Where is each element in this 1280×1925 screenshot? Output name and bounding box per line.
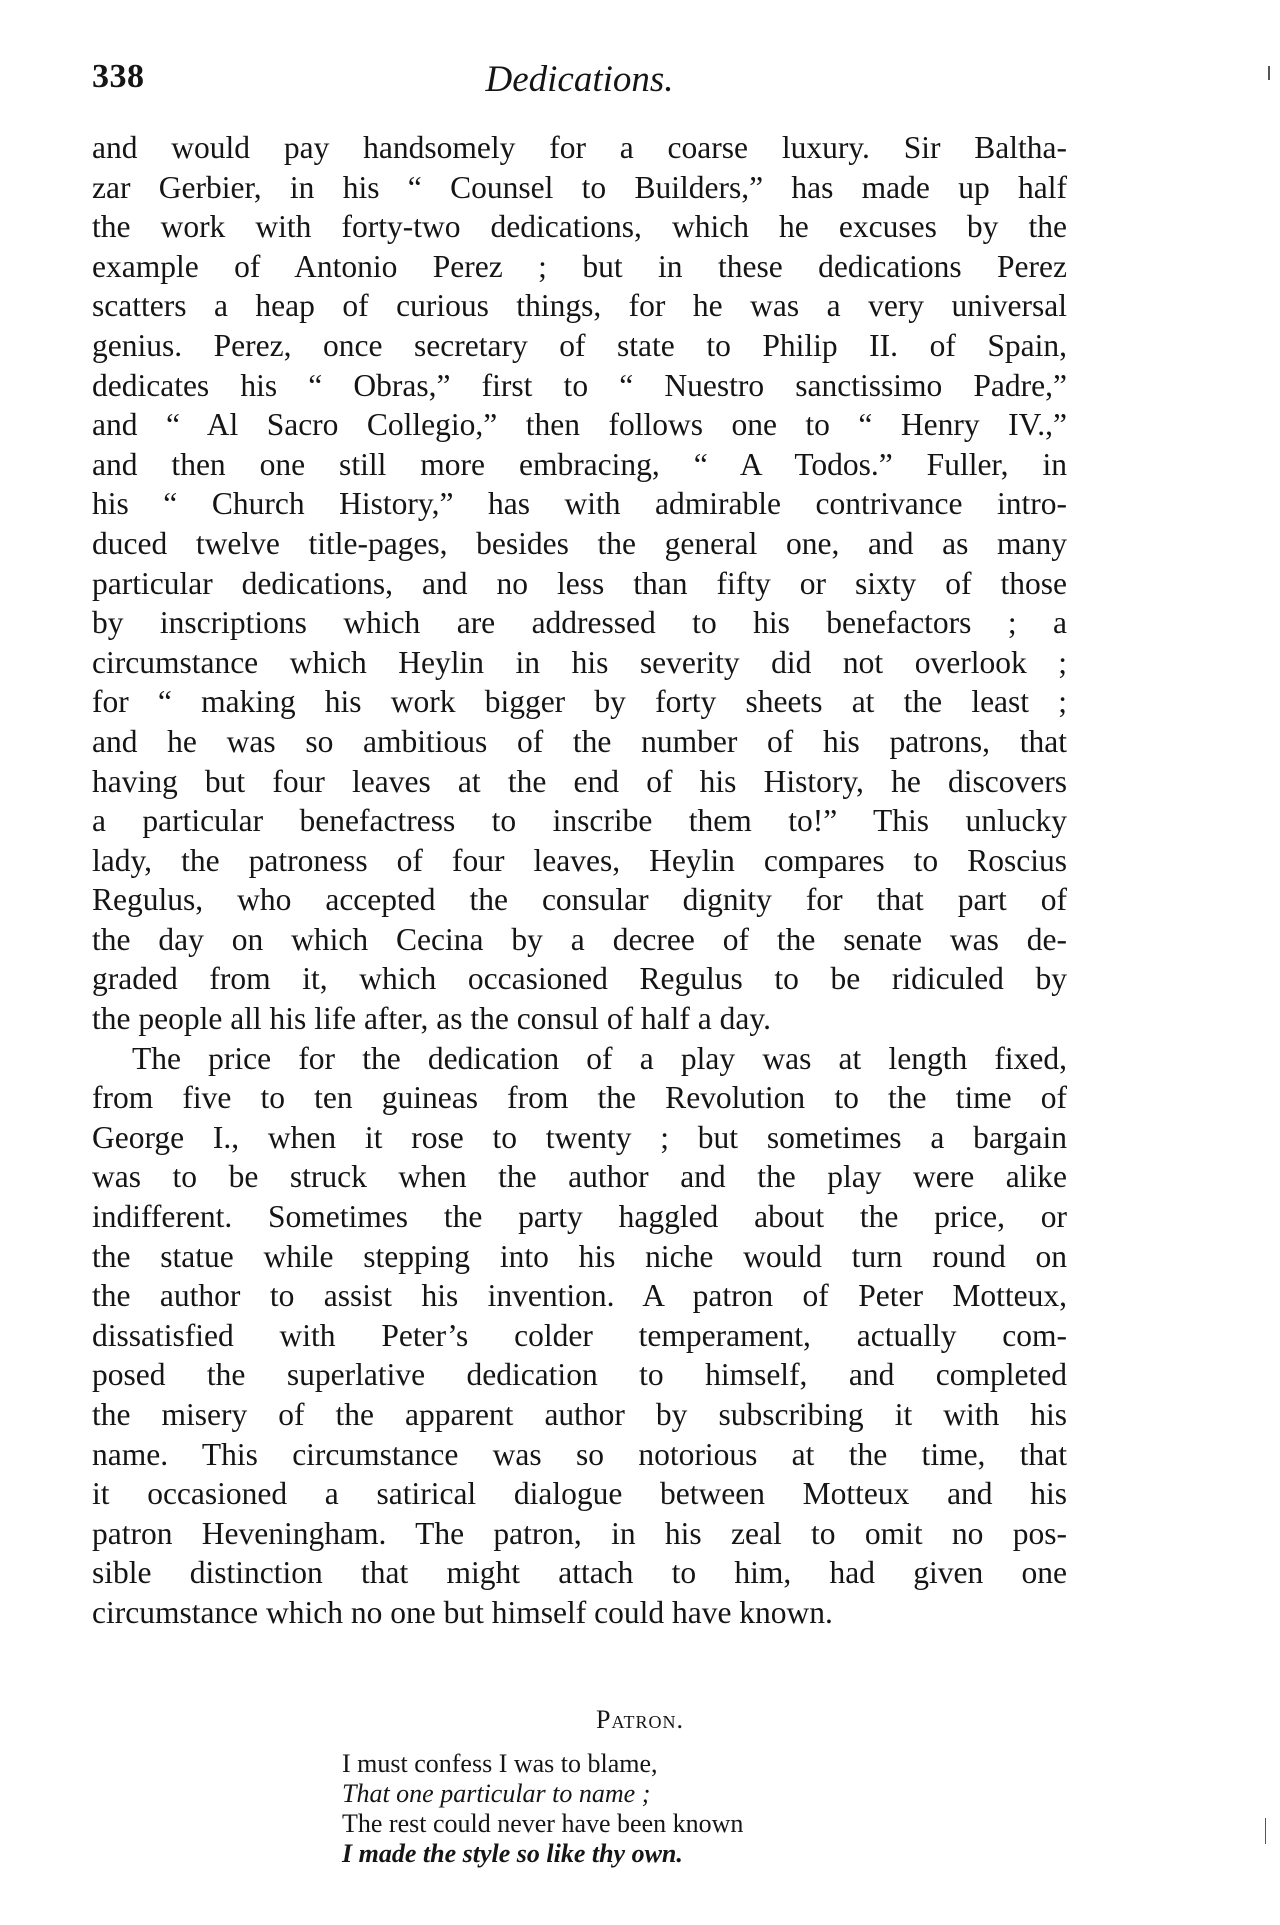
text-line: dissatisfied with Peter’s colder temperament, actually com- bbox=[92, 1317, 1067, 1353]
text-line: for “ making his work bigger by forty sheets at the least ; bbox=[92, 684, 1067, 720]
verse-speaker-heading: Patron. bbox=[596, 1705, 684, 1734]
text-line: sible distinction that might attach to him, had given one bbox=[92, 1555, 1067, 1591]
text-line: genius. Perez, once secretary of state to Philip II. of Spain, bbox=[92, 327, 1067, 363]
scan-edge-mark bbox=[1265, 1818, 1266, 1844]
verse-block bbox=[342, 1749, 942, 1869]
text-line: was to be struck when the author and the play were alike bbox=[92, 1159, 1067, 1195]
text-line: and “ Al Sacro Collegio,” then follows one to “ Henry IV.,” bbox=[92, 407, 1067, 443]
text-line: circumstance which no one but himself could have known. bbox=[92, 1594, 833, 1630]
text-line: circumstance which Heylin in his severity did not overlook ; bbox=[92, 644, 1067, 680]
verse-line: The rest could never have been known bbox=[342, 1809, 744, 1838]
text-line: and he was so ambitious of the number of his patrons, that bbox=[92, 723, 1067, 759]
text-line: by inscriptions which are addressed to his benefactors ; a bbox=[92, 605, 1067, 641]
verse-line: That one particular to name ; bbox=[342, 1779, 651, 1808]
text-line: scatters a heap of curious things, for he was a very universal bbox=[92, 288, 1067, 324]
text-line: and then one still more embracing, “ A Todos.” Fuller, in bbox=[92, 446, 1067, 482]
text-line: example of Antonio Perez ; but in these dedications Perez bbox=[92, 248, 1067, 284]
text-line: having but four leaves at the end of his History, he discovers bbox=[92, 763, 1067, 799]
text-line: from five to ten guineas from the Revolution to the time of bbox=[92, 1080, 1067, 1116]
text-line: the day on which Cecina by a decree of the senate was de- bbox=[92, 921, 1067, 957]
text-line: his “ Church History,” has with admirable contrivance intro- bbox=[92, 486, 1067, 522]
text-line: indifferent. Sometimes the party haggled about the price, or bbox=[92, 1199, 1067, 1235]
text-line: The price for the dedication of a play was at length fixed, bbox=[132, 1040, 1067, 1076]
body-text bbox=[92, 128, 1067, 1633]
text-line: a particular benefactress to inscribe them to!” This unlucky bbox=[92, 803, 1067, 839]
paragraph-2 bbox=[92, 1039, 1067, 1633]
text-line: the statue while stepping into his niche would turn round on bbox=[92, 1238, 1067, 1274]
paragraph-1 bbox=[92, 128, 1067, 1039]
running-title: Dedications. bbox=[485, 59, 674, 100]
text-line: George I., when it rose to twenty ; but sometimes a bargain bbox=[92, 1119, 1067, 1155]
text-line: duced twelve title-pages, besides the general one, and as many bbox=[92, 525, 1067, 561]
text-line: the author to assist his invention. A patron of Peter Motteux, bbox=[92, 1278, 1067, 1314]
verse-line: I made the style so like thy own. bbox=[342, 1839, 683, 1868]
text-line: name. This circumstance was so notorious at the time, that bbox=[92, 1436, 1067, 1472]
text-line: particular dedications, and no less than fifty or sixty of those bbox=[92, 565, 1067, 601]
running-head bbox=[92, 58, 1067, 108]
text-line: graded from it, which occasioned Regulus to be ridiculed by bbox=[92, 961, 1067, 997]
scan-edge-mark bbox=[1268, 66, 1270, 80]
text-line: the misery of the apparent author by subscribing it with his bbox=[92, 1397, 1067, 1432]
text-line: Regulus, who accepted the consular dignity for that part of bbox=[92, 882, 1067, 918]
text-line: the people all his life after, as the consul of half a day. bbox=[92, 1001, 771, 1037]
text-line: and would pay handsomely for a coarse luxury. Sir Baltha- bbox=[92, 130, 1067, 165]
text-line: posed the superlative dedication to himself, and completed bbox=[92, 1357, 1067, 1393]
page-number: 338 bbox=[92, 58, 145, 95]
text-line: lady, the patroness of four leaves, Heylin compares to Roscius bbox=[92, 842, 1067, 878]
text-line: dedicates his “ Obras,” first to “ Nuestro sanctissimo Padre,” bbox=[92, 367, 1067, 403]
text-line: patron Heveningham. The patron, in his zeal to omit no pos- bbox=[92, 1515, 1067, 1551]
text-line: zar Gerbier, in his “ Counsel to Builders,” has made up half bbox=[92, 169, 1067, 205]
verse-line: I must confess I was to blame, bbox=[342, 1749, 658, 1778]
text-line: it occasioned a satirical dialogue between Motteux and his bbox=[92, 1476, 1067, 1512]
text-line: the work with forty-two dedications, which he excuses by the bbox=[92, 209, 1067, 245]
